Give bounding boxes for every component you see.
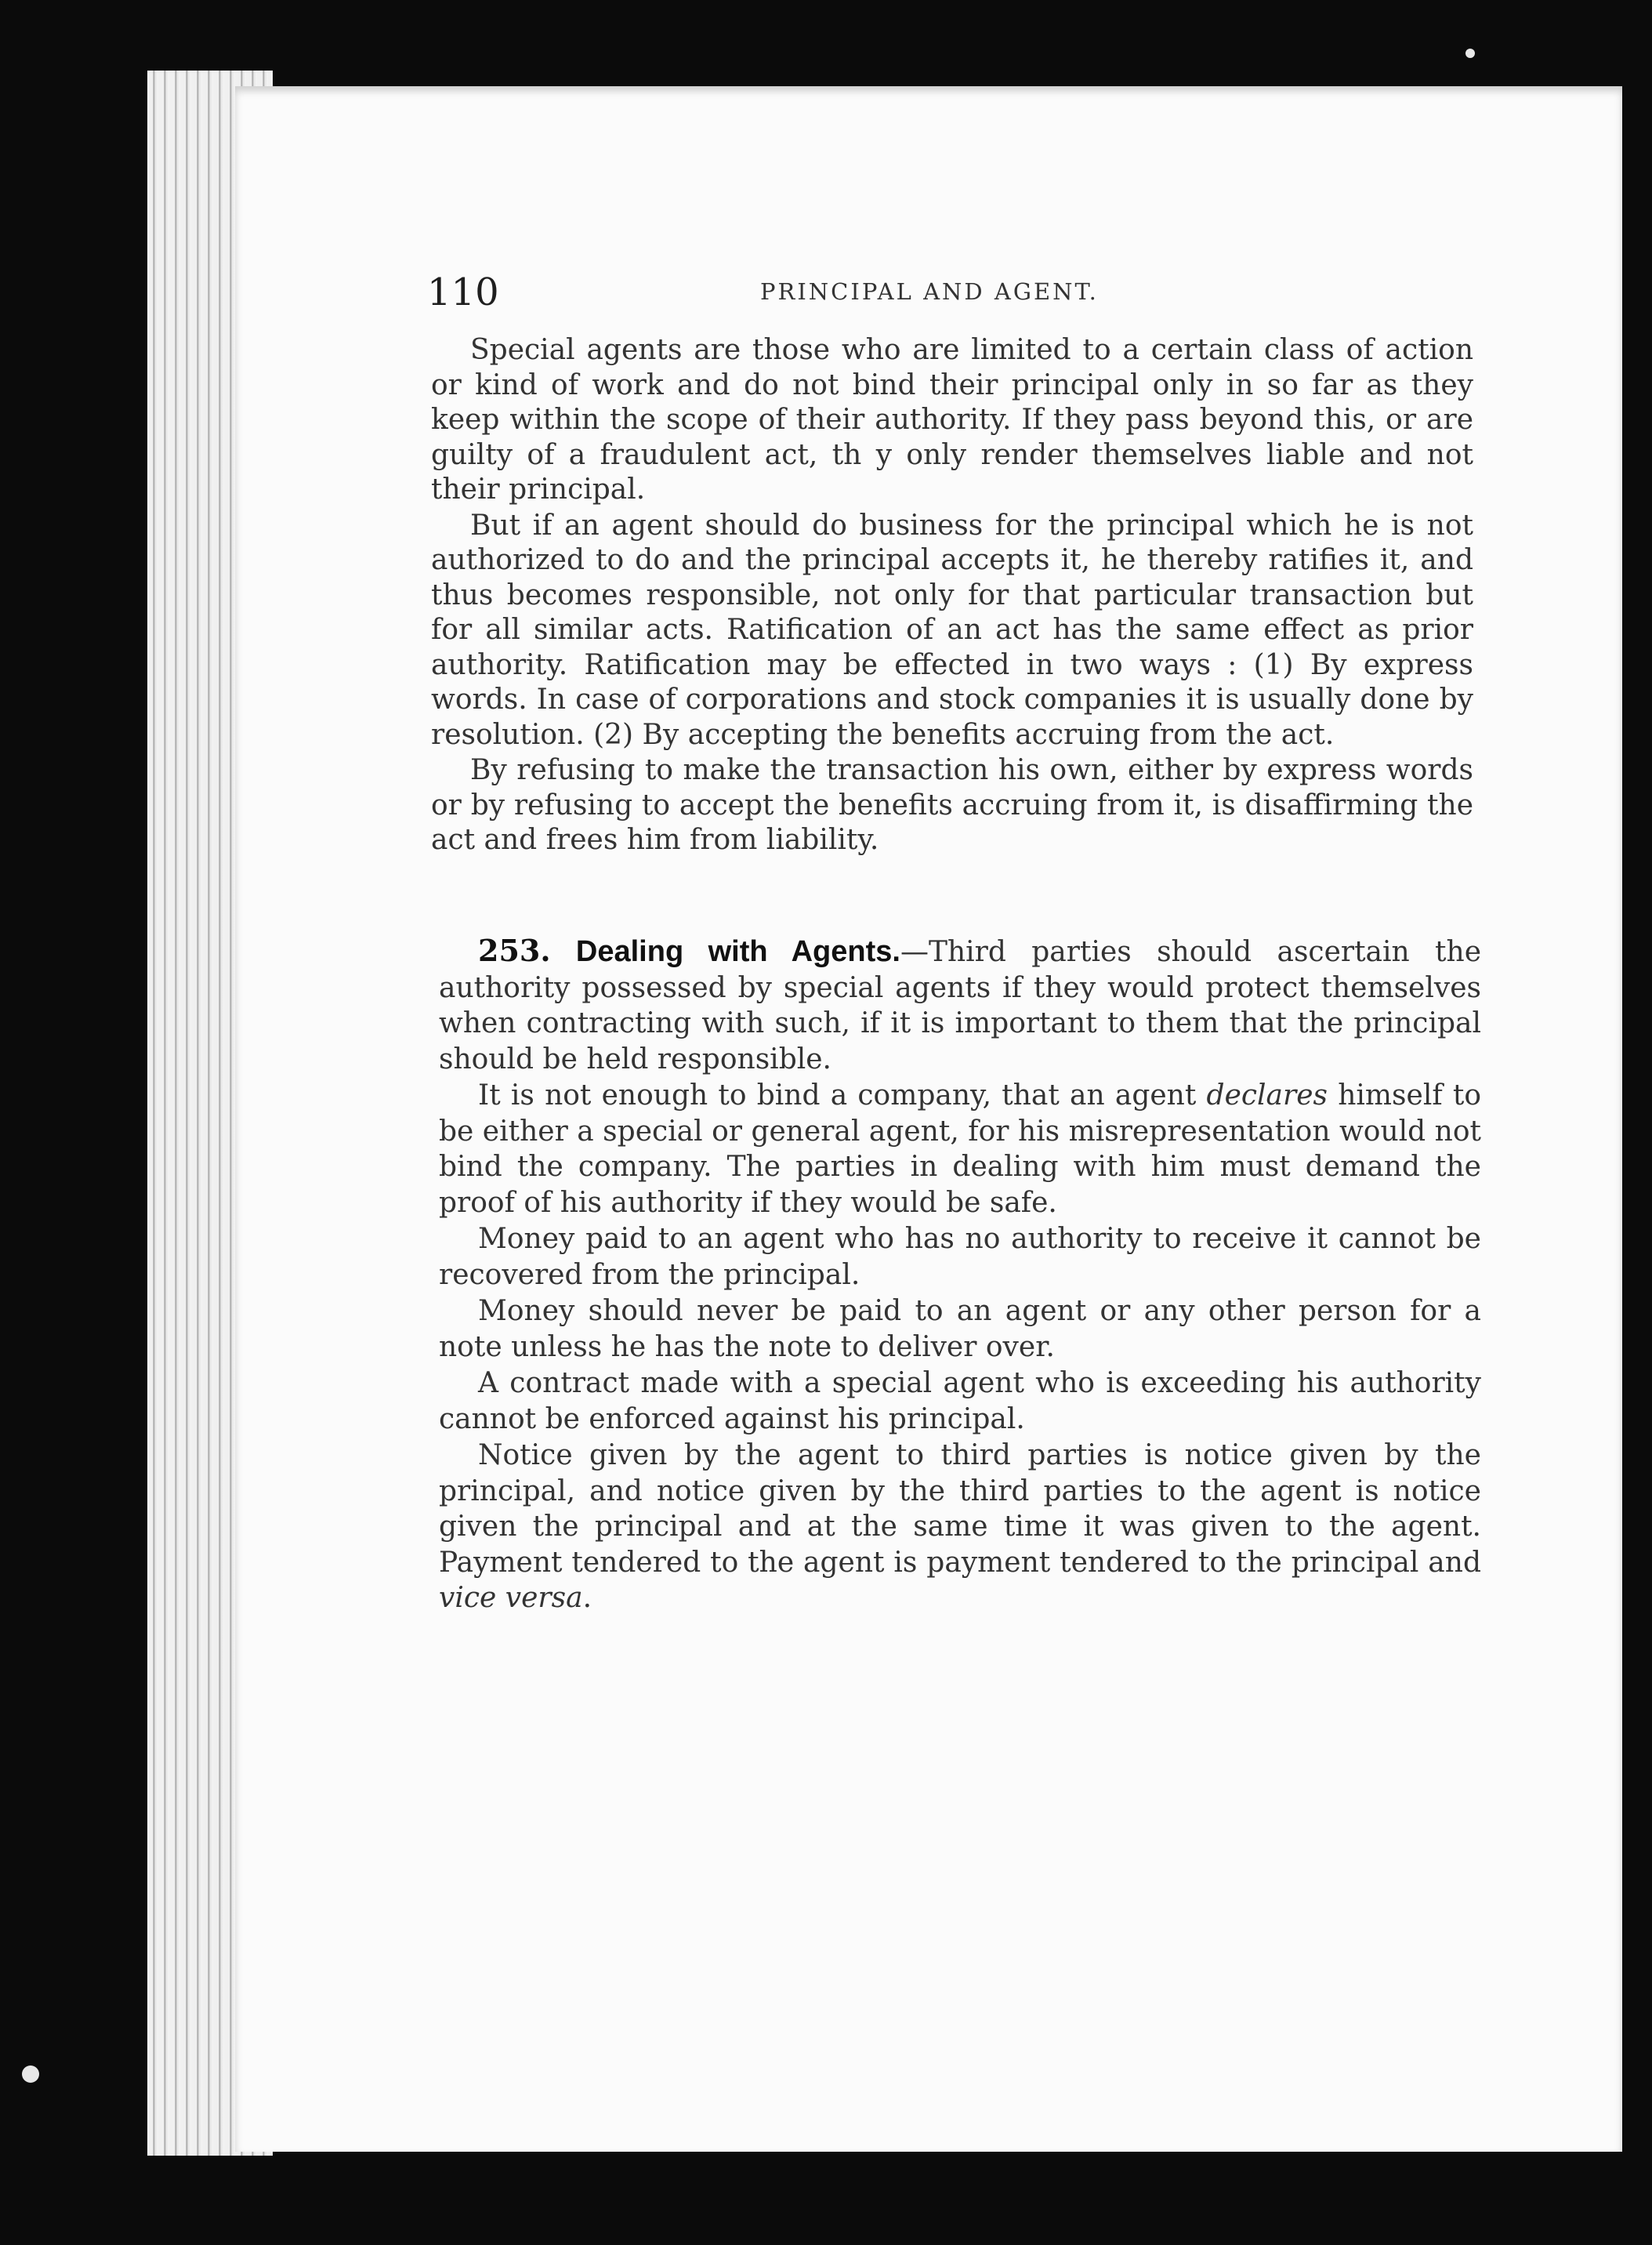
section-number: 253. bbox=[478, 933, 551, 968]
page-header bbox=[427, 270, 1328, 317]
emphasis-declares: declares bbox=[1206, 1079, 1328, 1112]
dust-speck bbox=[1465, 49, 1475, 58]
section-dash: — bbox=[900, 936, 929, 968]
running-head: PRINCIPAL AND AGENT. bbox=[760, 278, 1099, 305]
dust-speck bbox=[22, 2065, 39, 2083]
paragraph-money-note: Money should never be paid to an agent or any other person for a note unless he has the note to deliver over. bbox=[439, 1295, 1481, 1363]
paragraph-ratification: But if an agent should do business for the principal which he is not authorized to do and the principal accepts it, he thereby ratifies it, and thus becomes responsible, not only for that particular transaction but for all similar acts. Ratification of an act has the same effect as prior authority. Ratification may be effected in two ways : (1) By express words. In case of corporations and stock companies it is usually done by resolution. (2) By accepting the benefits accruing from the act. bbox=[431, 509, 1473, 751]
paragraph-disaffirming: By refusing to make the transaction his own, either by express words or by refusing to accept the benefits accruing from it, is disaffirming the act and frees him from liability. bbox=[431, 754, 1473, 856]
page-number: 110 bbox=[427, 270, 499, 314]
paragraph-money-paid: Money paid to an agent who has no authority to receive it cannot be recovered from the principal. bbox=[439, 1223, 1481, 1291]
emphasis-vice-versa: vice versa bbox=[439, 1582, 583, 1614]
section-title: Dealing with Agents. bbox=[575, 935, 900, 968]
paragraph-declares: It is not enough to bind a company, that an agent declares himself to be either a special or general agent, for his misrepresentation would not bind the company. The parties in dealing with him must demand the proof of his authority if they would be safe. bbox=[439, 1079, 1482, 1219]
section-intro-paragraph bbox=[439, 933, 1481, 1077]
paragraph-special-agents: Special agents are those who are limited to a certain class of action or kind of work and do not bind their principal only in so far as they keep within the scope of their authority. If they pass beyond this, or are guilty of a fraudulent act, th y only render themselves liable and not their principal. bbox=[431, 334, 1473, 506]
section-253 bbox=[439, 933, 1481, 1617]
section-intro: Third parties should ascertain the authority possessed by special agents if they would protect themselves when contracting with such, if it is important to them that the principal should be held responsible. bbox=[439, 936, 1482, 1075]
body-text bbox=[431, 333, 1473, 859]
book-page bbox=[235, 86, 1622, 2152]
paragraph-notice: Notice given by the agent to third parties is notice given by the principal, and notice given by the third parties to the agent is notice given the principal and at the same time it was given to the agent. Payment tendered to the agent is payment tendered to the principal and vice versa. bbox=[439, 1439, 1481, 1614]
paragraph-contract: A contract made with a special agent who is exceeding his authority cannot be enforced against his principal. bbox=[439, 1367, 1481, 1435]
